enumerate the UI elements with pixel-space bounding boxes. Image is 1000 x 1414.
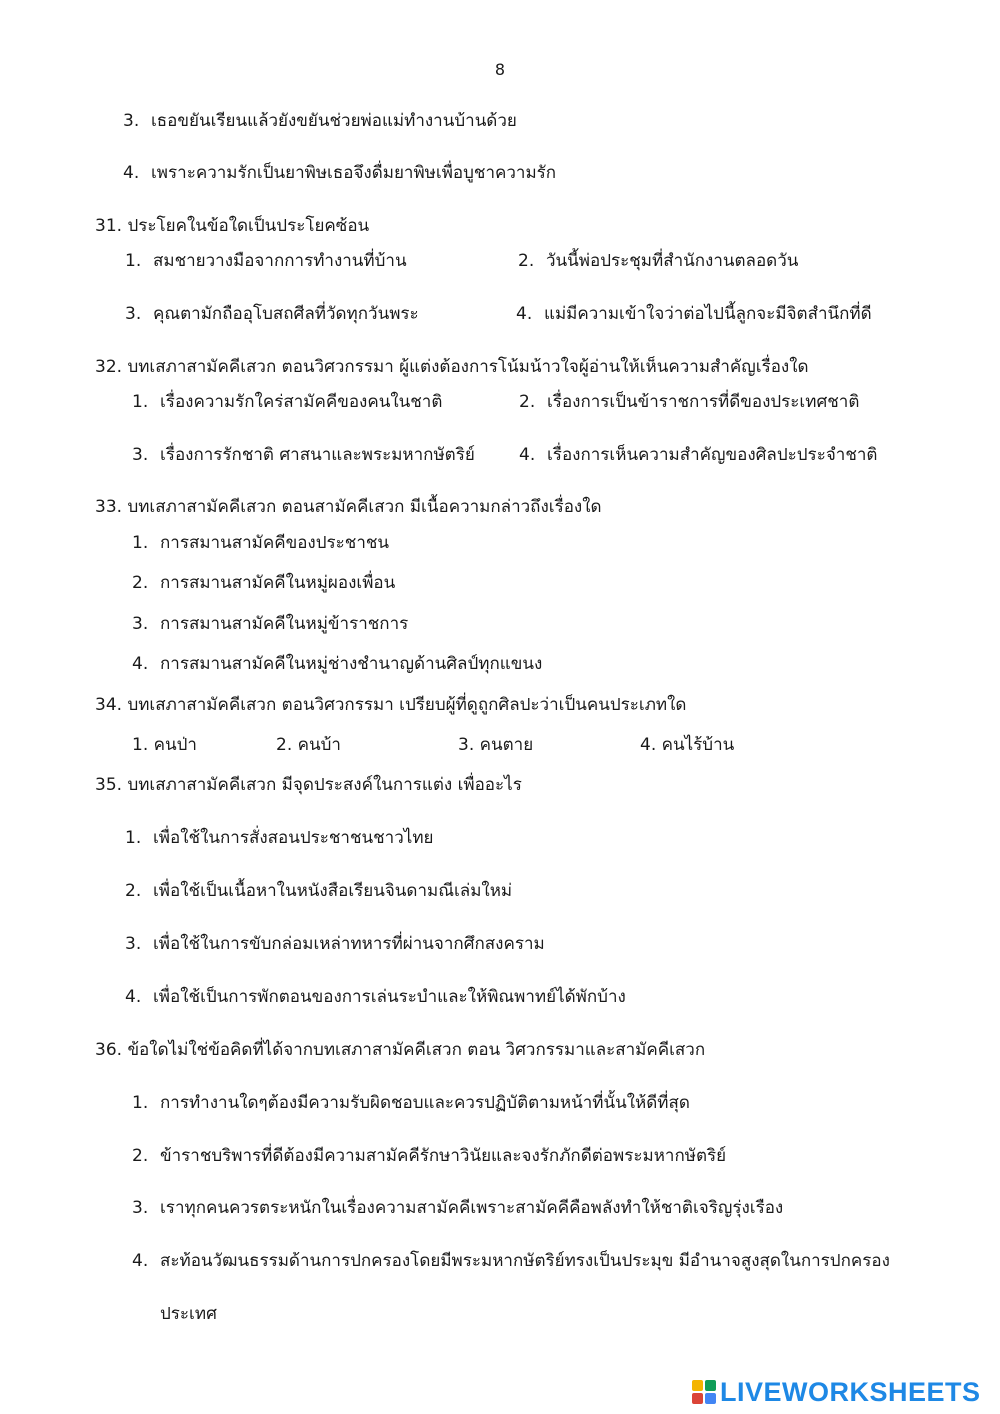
q34-option-2: 2. คนบ้า (276, 735, 341, 755)
q35-option-4: 4. เพื่อใช้เป็นการพักตอนของการเล่นระบำและให้พิณพาทย์ได้พักบ้าง (125, 987, 626, 1007)
logo-square-2 (705, 1380, 716, 1391)
logo-square-3 (692, 1393, 703, 1404)
q33-option-2: 2. การสมานสามัคคีในหมู่ผองเพื่อน (132, 573, 396, 593)
q32-option-3: 3. เรื่องการรักชาติ ศาสนาและพระมหากษัตริย์ (132, 445, 475, 465)
logo-square-1 (692, 1380, 703, 1391)
q33-option-1: 1. การสมานสามัคคีของประชาชน (132, 533, 390, 553)
q31-option-4: 4. แม่มีความเข้าใจว่าต่อไปนี้ลูกจะมีจิตสำนึกที่ดี (516, 304, 872, 324)
q34-option-1: 1. คนป่า (132, 735, 197, 755)
question-35: 35. บทเสภาสามัคคีเสวก มีจุดประสงค์ในการแต่ง เพื่ออะไร (95, 775, 522, 795)
q34-option-4: 4. คนไร้บ้าน (640, 735, 735, 755)
question-32: 32. บทเสภาสามัคคีเสวก ตอนวิศวกรรมา ผู้แต่งต้องการโน้มน้าวใจผู้อ่านให้เห็นความสำคัญเรื่องใด (95, 357, 809, 377)
q36-option-2: 2. ข้าราชบริพารที่ดีต้องมีความสามัคคีรักษาวินัยและจงรักภักดีต่อพระมหากษัตริย์ (132, 1146, 727, 1166)
logo-text: LIVEWORKSHEETS (720, 1376, 981, 1407)
logo-square-4 (705, 1393, 716, 1404)
question-36: 36. ข้อใดไม่ใช่ข้อคิดที่ได้จากบทเสภาสามัคคีเสวก ตอน วิศวกรรมาและสามัคคีเสวก (95, 1040, 706, 1060)
q32-option-2: 2. เรื่องการเป็นข้าราชการที่ดีของประเทศชาติ (519, 392, 860, 412)
page-number: 8 (494, 60, 506, 79)
q36-option-4-continuation: ประเทศ (160, 1304, 217, 1324)
q31-option-2: 2. วันนี้พ่อประชุมที่สำนักงานตลอดวัน (518, 251, 799, 271)
q35-option-3: 3. เพื่อใช้ในการขับกล่อมเหล่าทหารที่ผ่านจากศึกสงคราม (125, 934, 545, 954)
question-33: 33. บทเสภาสามัคคีเสวก ตอนสามัคคีเสวก มีเนื้อความกล่าวถึงเรื่องใด (95, 497, 602, 517)
q36-option-4: 4. สะท้อนวัฒนธรรมด้านการปกครองโดยมีพระมหากษัตริย์ทรงเป็นประมุข มีอำนาจสูงสุดในการปกครอง (132, 1251, 890, 1271)
question-31: 31. ประโยคในข้อใดเป็นประโยคซ้อน (95, 216, 370, 236)
q36-option-3: 3. เราทุกคนควรตระหนักในเรื่องความสามัคคีเพราะสามัคคีคือพลังทำให้ชาติเจริญรุ่งเรือง (132, 1198, 784, 1218)
q32-option-1: 1. เรื่องความรักใคร่สามัคคีของคนในชาติ (132, 392, 443, 412)
q33-option-4: 4. การสมานสามัคคีในหมู่ช่างชำนาญด้านศิลป์ทุกแขนง (132, 654, 543, 674)
q33-option-3: 3. การสมานสามัคคีในหมู่ข้าราชการ (132, 614, 409, 634)
q35-option-1: 1. เพื่อใช้ในการสั่งสอนประชาชนชาวไทย (125, 828, 434, 848)
liveworksheets-logo-icon (692, 1380, 716, 1404)
q35-option-2: 2. เพื่อใช้เป็นเนื้อหาในหนังสือเรียนจินดามณีเล่มใหม่ (125, 881, 513, 901)
q32-option-4: 4. เรื่องการเห็นความสำคัญของศิลปะประจำชาติ (519, 445, 878, 465)
question-34: 34. บทเสภาสามัคคีเสวก ตอนวิศวกรรมา เปรียบผู้ที่ดูถูกศิลปะว่าเป็นคนประเภทใด (95, 695, 687, 715)
q30-option-3: 3. เธอขยันเรียนแล้วยังขยันช่วยพ่อแม่ทำงานบ้านด้วย (123, 111, 517, 131)
q36-option-1: 1. การทำงานใดๆต้องมีความรับผิดชอบและควรปฏิบัติตามหน้าที่นั้นให้ดีที่สุด (132, 1093, 690, 1113)
q31-option-3: 3. คุณตามักถืออุโบสถศีลที่วัดทุกวันพระ (125, 304, 419, 324)
q30-option-4: 4. เพราะความรักเป็นยาพิษเธอจึงดื่มยาพิษเพื่อบูชาความรัก (123, 163, 557, 183)
q34-option-3: 3. คนตาย (458, 735, 534, 755)
liveworksheets-logo (692, 1375, 992, 1409)
q31-option-1: 1. สมชายวางมือจากการทำงานที่บ้าน (125, 251, 407, 271)
